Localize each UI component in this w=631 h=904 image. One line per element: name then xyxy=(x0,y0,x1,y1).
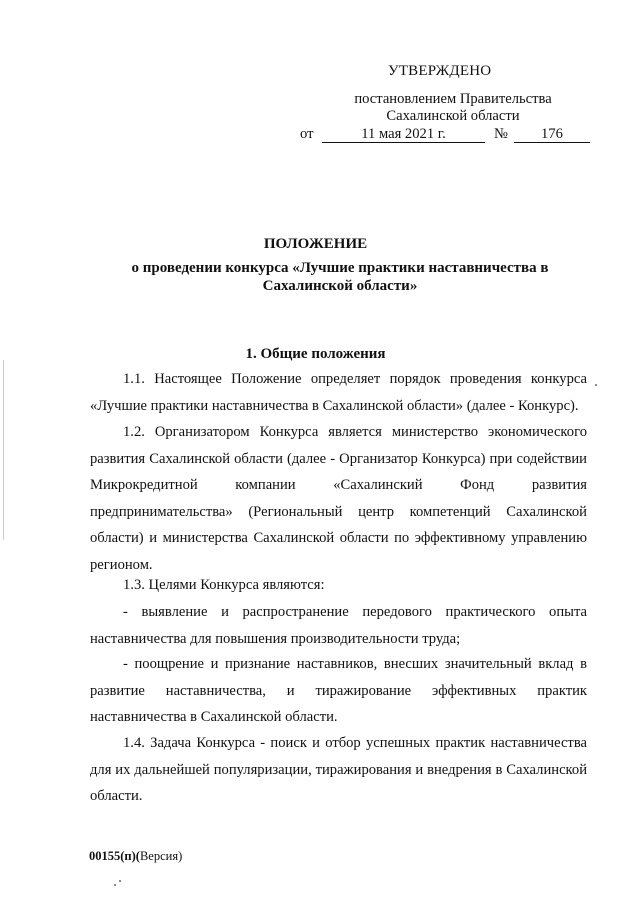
paragraph-1-3: 1.3. Целями Конкурса являются: xyxy=(123,577,325,593)
number-label: № xyxy=(494,126,508,142)
from-label: от xyxy=(300,126,314,142)
footer-code-number: 00155(п)( xyxy=(89,849,140,863)
scan-speck xyxy=(119,880,121,882)
footer-version: Версия) xyxy=(139,849,183,863)
footer-code xyxy=(89,849,182,864)
approval-line-2: Сахалинской области xyxy=(386,108,520,124)
section-title: 1. Общие положения xyxy=(245,346,386,362)
paragraph-goal-1: - выявление и распространение передового практического опыта наставничества для повышения производительности труда; xyxy=(90,604,587,647)
approval-stamp-title: УТВЕРЖДЕНО xyxy=(388,63,492,79)
approval-date-row xyxy=(300,126,600,144)
scan-margin-mark xyxy=(3,360,4,540)
document-subtitle: о проведении конкурса «Лучшие практики наставничества в Сахалинской области» xyxy=(131,260,549,294)
approval-date: 11 мая 2021 г. xyxy=(322,126,485,143)
scan-speck xyxy=(114,884,116,886)
scan-speck xyxy=(595,384,597,386)
paragraph-goal-2: - поощрение и признание наставников, внесших значительный вклад в развитие наставничества, и тиражирование эффективных практик наставничества в Сахалинской области. xyxy=(90,656,587,725)
paragraph-1-2: 1.2. Организатором Конкурса является министерство экономического развития Сахалинской области (далее - Организатор Конкурса) при содействии Микрокредитной компании «Сахалинский Фонд развития предпринимательства» (Региональный центр компетенций Сахалинской области) и министерства Сахалинской области по эффективному управлению регионом. xyxy=(90,424,587,573)
paragraph-1-4: 1.4. Задача Конкурса - поиск и отбор успешных практик наставничества для их дальнейшей популяризации, тиражирования и внедрения в Сахалинской области. xyxy=(90,735,587,804)
approval-number: 176 xyxy=(514,126,590,143)
approval-line-1: постановлением Правительства xyxy=(354,91,552,107)
paragraph-1-1: 1.1. Настоящее Положение определяет порядок проведения конкурса «Лучшие практики наставничества в Сахалинской области» (далее - Конкурс). xyxy=(90,371,587,414)
document-title: ПОЛОЖЕНИЕ xyxy=(263,236,368,252)
